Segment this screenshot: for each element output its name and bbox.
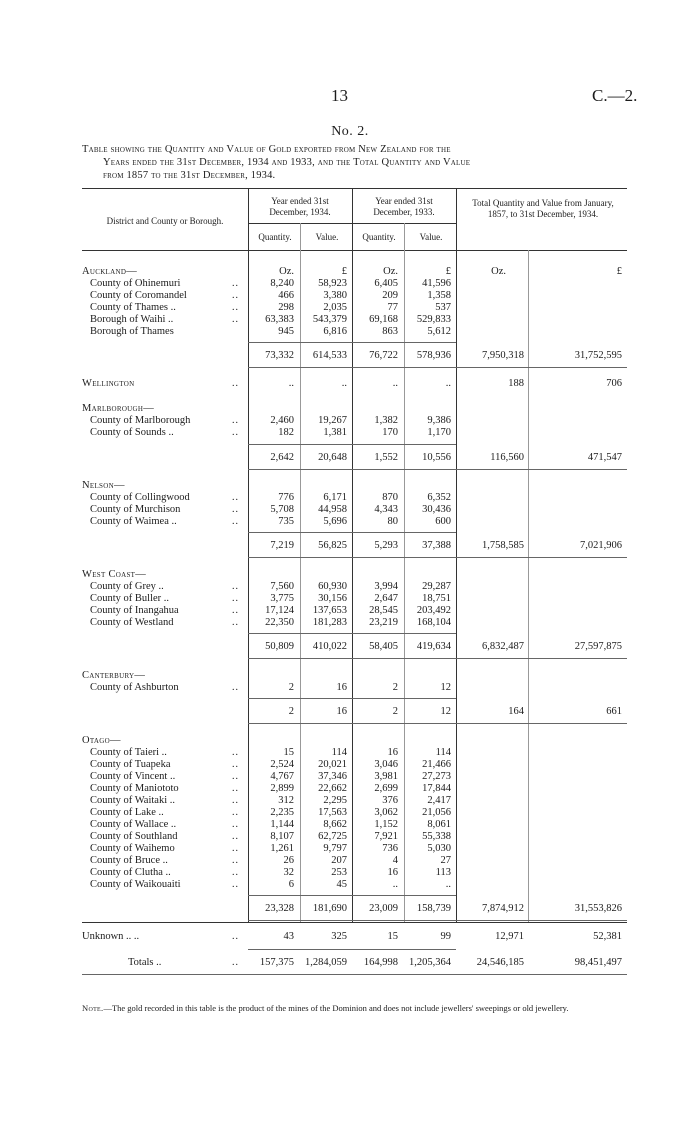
subtotal-bottom-rule	[248, 367, 627, 368]
county-label: County of Waikouaiti	[90, 879, 181, 890]
county-label: County of Coromandel	[90, 290, 187, 301]
cell-q34: 7,560	[270, 581, 294, 592]
cell-v33: 21,056	[422, 807, 451, 818]
cell-v33: 419,634	[416, 641, 451, 652]
cell-tv: 7,021,906	[580, 540, 622, 551]
subtotal-rule	[248, 532, 456, 533]
cell-q33: 3,062	[374, 807, 398, 818]
cell-q33: 23,219	[369, 617, 398, 628]
cell-v33: 2,417	[427, 795, 451, 806]
cell-tq: 7,874,912	[482, 903, 524, 914]
cell-v33: 203,492	[416, 605, 451, 616]
cell-q33: ..	[392, 879, 398, 890]
cell-v33: 1,358	[427, 290, 451, 301]
page-number: 13	[331, 86, 348, 105]
leader-dots: ..	[232, 427, 239, 438]
cell-v33: 27	[440, 855, 451, 866]
cell-q34: 23,328	[265, 903, 294, 914]
cell-v33: 41,596	[422, 278, 451, 289]
cell-q33: 58,405	[369, 641, 398, 652]
cell-v34: 58,923	[318, 278, 347, 289]
subtotal-rule	[248, 444, 456, 445]
cell-q34: 26	[283, 855, 294, 866]
cell-tq: 24,546,185	[476, 957, 524, 968]
cell-v33: 5,612	[427, 326, 451, 337]
cell-q33: 2	[392, 682, 398, 693]
cell-v33: 37,388	[422, 540, 451, 551]
cell-q33: 3,994	[374, 581, 398, 592]
cell-q33: 28,545	[369, 605, 398, 616]
cell-q34: 8,107	[270, 831, 294, 842]
cell-q34: 5,708	[270, 504, 294, 515]
unit-oz: Oz.	[491, 266, 506, 277]
cell-q34: 312	[278, 795, 294, 806]
district-label: Auckland—	[82, 266, 138, 277]
cell-v33: 1,205,364	[409, 957, 451, 968]
cell-tq: 6,832,487	[482, 641, 524, 652]
cell-q33: 170	[382, 427, 398, 438]
cell-tv: 27,597,875	[574, 641, 622, 652]
cell-v33: 18,751	[422, 593, 451, 604]
subtotal-rule	[248, 895, 456, 896]
cell-q33: 2	[392, 706, 398, 717]
cell-q33: 4	[392, 855, 398, 866]
county-label: County of Ohinemuri	[90, 278, 181, 289]
cell-v33: 158,739	[416, 903, 451, 914]
cell-tv: 98,451,497	[574, 957, 622, 968]
cell-v33: 1,170	[427, 427, 451, 438]
leader-dots: ..	[232, 290, 239, 301]
county-label: County of Buller ..	[90, 593, 170, 604]
cell-q34: 466	[278, 290, 294, 301]
column-header-quantity: Quantity.	[362, 232, 396, 242]
county-label: County of Southland	[90, 831, 178, 842]
cell-q34: 43	[283, 931, 294, 942]
table-number: No. 2.	[331, 124, 369, 139]
leader-dots: ..	[232, 504, 239, 515]
district-line-label: Wellington	[82, 378, 135, 389]
subtotal-rule	[248, 633, 456, 634]
unit-oz: Oz.	[279, 266, 294, 277]
cell-q34: 15	[283, 747, 294, 758]
cell-v34: 9,797	[323, 843, 347, 854]
subtotal-rule	[248, 342, 456, 343]
cell-q33: 164,998	[363, 957, 398, 968]
leader-dots: ..	[232, 783, 239, 794]
subtotal-rule	[248, 698, 456, 699]
cell-v34: 56,825	[318, 540, 347, 551]
cell-v34: 207	[331, 855, 347, 866]
caption-line: from 1857 to the 31st December, 1934.	[103, 170, 276, 181]
cell-q34: 50,809	[265, 641, 294, 652]
cell-q34: 1,261	[270, 843, 294, 854]
cell-v34: 543,379	[312, 314, 347, 325]
cell-v33: 114	[435, 747, 451, 758]
cell-q34: 945	[278, 326, 294, 337]
cell-q34: 73,332	[265, 350, 294, 361]
unit-pound: £	[616, 266, 622, 277]
cell-q33: 69,168	[369, 314, 398, 325]
cell-q33: 1,382	[374, 415, 398, 426]
cell-v33: 168,104	[416, 617, 451, 628]
cell-q34: 157,375	[259, 957, 294, 968]
district-label: West Coast—	[82, 569, 147, 580]
cell-v34: 44,958	[318, 504, 347, 515]
cell-v34: 6,171	[323, 492, 347, 503]
cell-v34: 181,283	[312, 617, 347, 628]
table-top-rule	[82, 188, 627, 189]
cell-q34: 7,219	[270, 540, 294, 551]
county-label: Borough of Thames	[90, 326, 174, 337]
cell-q34: 32	[283, 867, 294, 878]
column-header-1934: Year ended 31st December, 1934.	[269, 196, 331, 217]
cell-v34: 16	[336, 682, 347, 693]
unit-pound: £	[341, 266, 347, 277]
leader-dots: ..	[232, 771, 239, 782]
county-label: County of Marlborough	[90, 415, 191, 426]
cell-tq: 1,758,585	[482, 540, 524, 551]
column-separator	[456, 188, 457, 923]
column-header-1933: Year ended 31st December, 1933.	[373, 196, 435, 217]
cell-tv: 52,381	[593, 931, 622, 942]
cell-v34: 20,021	[318, 759, 347, 770]
cell-q34: 298	[278, 302, 294, 313]
cell-v34: 137,653	[312, 605, 347, 616]
cell-v33: 600	[435, 516, 451, 527]
county-label: County of Waitaki ..	[90, 795, 175, 806]
cell-v33: 10,556	[422, 452, 451, 463]
cell-v34: 325	[331, 931, 347, 942]
cell-v33: 99	[440, 931, 451, 942]
leader-dots: ..	[232, 867, 239, 878]
district-label: Canterbury—	[82, 670, 146, 681]
county-label: County of Tuapeka	[90, 759, 171, 770]
leader-dots: ..	[232, 581, 239, 592]
cell-v33: 29,287	[422, 581, 451, 592]
cell-q34: 4,767	[270, 771, 294, 782]
leader-dots: ..	[232, 415, 239, 426]
column-separator-minor	[300, 223, 301, 923]
cell-v34: 5,696	[323, 516, 347, 527]
cell-q33: 23,009	[369, 903, 398, 914]
county-label: County of Waimea ..	[90, 516, 177, 527]
leader-dots: ..	[232, 931, 239, 942]
subtotal-bottom-rule	[82, 974, 627, 975]
cell-v34: ..	[341, 378, 347, 389]
cell-v34: 17,563	[318, 807, 347, 818]
unknown-label: Unknown .. ..	[82, 931, 140, 942]
cell-q34: 2	[288, 682, 294, 693]
column-header-value: Value.	[419, 232, 443, 242]
leader-dots: ..	[232, 378, 239, 389]
caption-line: Table showing the Quantity and Value of Gold exported from New Zealand for the	[82, 144, 451, 155]
cell-v34: 2,295	[323, 795, 347, 806]
cell-q33: 1,152	[374, 819, 398, 830]
county-label: County of Collingwood	[90, 492, 190, 503]
cell-v34: 1,284,059	[305, 957, 347, 968]
cell-q34: 22,350	[265, 617, 294, 628]
subtotal-bottom-rule	[248, 469, 627, 470]
cell-q34: 182	[278, 427, 294, 438]
cell-q33: 16	[387, 867, 398, 878]
document-code: C.—2.	[592, 86, 638, 105]
county-label: County of Taieri ..	[90, 747, 167, 758]
cell-q33: 1,552	[374, 452, 398, 463]
cell-tv: 31,553,826	[574, 903, 622, 914]
cell-v33: 12	[440, 682, 451, 693]
cell-q33: 209	[382, 290, 398, 301]
cell-v33: 537	[435, 302, 451, 313]
district-label: Otago—	[82, 735, 121, 746]
county-label: County of Maniototo	[90, 783, 179, 794]
note-lead: Note.	[82, 1003, 104, 1013]
caption-line: Years ended the 31st December, 1934 and 1933, and the Total Quantity and Value	[103, 157, 471, 168]
cell-q34: 2,460	[270, 415, 294, 426]
cell-v33: 27,273	[422, 771, 451, 782]
leader-dots: ..	[232, 682, 239, 693]
cell-v34: 1,381	[323, 427, 347, 438]
cell-q33: 376	[382, 795, 398, 806]
cell-q34: 2,524	[270, 759, 294, 770]
leader-dots: ..	[232, 843, 239, 854]
subtotal-bottom-rule	[248, 658, 627, 659]
cell-q33: 6,405	[374, 278, 398, 289]
cell-v34: 614,533	[312, 350, 347, 361]
header-bottom-rule	[82, 250, 627, 251]
county-label: County of Sounds ..	[90, 427, 174, 438]
column-header-district: District and County or Borough.	[106, 216, 224, 226]
leader-dots: ..	[232, 957, 239, 968]
subtotal-bottom-rule	[248, 723, 627, 724]
leader-dots: ..	[232, 617, 239, 628]
cell-q34: 6	[288, 879, 294, 890]
county-label: County of Clutha ..	[90, 867, 171, 878]
cell-v33: 12	[440, 706, 451, 717]
county-label: County of Inangahua	[90, 605, 179, 616]
leader-dots: ..	[232, 516, 239, 527]
leader-dots: ..	[232, 855, 239, 866]
cell-v34: 30,156	[318, 593, 347, 604]
cell-tq: 116,560	[490, 452, 524, 463]
county-label: County of Thames ..	[90, 302, 176, 313]
cell-q33: 736	[382, 843, 398, 854]
cell-v34: 253	[331, 867, 347, 878]
cell-q34: 17,124	[265, 605, 294, 616]
district-label: Nelson—	[82, 480, 125, 491]
column-separator-minor	[404, 223, 405, 923]
cell-q33: ..	[392, 378, 398, 389]
column-header-quantity: Quantity.	[258, 232, 292, 242]
cell-q34: 63,383	[265, 314, 294, 325]
table-note	[82, 1003, 627, 1014]
cell-v33: 30,436	[422, 504, 451, 515]
column-header-value: Value.	[315, 232, 339, 242]
column-header-total: Total Quantity and Value from January, 1857, to 31st December, 1934.	[472, 198, 614, 219]
county-label: County of Bruce ..	[90, 855, 168, 866]
district-label: Marlborough—	[82, 403, 155, 414]
cell-q34: 776	[278, 492, 294, 503]
leader-dots: ..	[232, 831, 239, 842]
cell-q33: 5,293	[374, 540, 398, 551]
county-label: County of Westland	[90, 617, 174, 628]
cell-v34: 62,725	[318, 831, 347, 842]
cell-q33: 2,647	[374, 593, 398, 604]
cell-q33: 15	[387, 931, 398, 942]
cell-q34: 2,899	[270, 783, 294, 794]
cell-q33: 7,921	[374, 831, 398, 842]
cell-v34: 3,380	[323, 290, 347, 301]
leader-dots: ..	[232, 278, 239, 289]
cell-q33: 2,699	[374, 783, 398, 794]
cell-tq: 12,971	[495, 931, 524, 942]
cell-v34: 20,648	[318, 452, 347, 463]
cell-v33: 8,061	[427, 819, 451, 830]
county-label: County of Vincent ..	[90, 771, 176, 782]
cell-v34: 60,930	[318, 581, 347, 592]
cell-q33: 77	[387, 302, 398, 313]
cell-q33: 870	[382, 492, 398, 503]
subtotal-bottom-rule	[248, 557, 627, 558]
cell-q34: 2	[288, 706, 294, 717]
cell-v34: 6,816	[323, 326, 347, 337]
county-label: County of Grey ..	[90, 581, 164, 592]
cell-v34: 22,662	[318, 783, 347, 794]
unit-oz: Oz.	[383, 266, 398, 277]
cell-q33: 80	[387, 516, 398, 527]
leader-dots: ..	[232, 747, 239, 758]
column-separator-minor	[528, 250, 529, 923]
leader-dots: ..	[232, 314, 239, 325]
cell-tq: 7,950,318	[482, 350, 524, 361]
table-bottom-rule	[82, 922, 627, 923]
county-label: County of Ashburton	[90, 682, 179, 693]
cell-tq: 164	[508, 706, 524, 717]
cell-v33: 55,338	[422, 831, 451, 842]
note-text: —The gold recorded in this table is the product of the mines of the Dominion and does not include jewellers' sweepings or old jewellery.	[103, 1003, 569, 1013]
county-label: Borough of Waihi ..	[90, 314, 174, 325]
leader-dots: ..	[232, 819, 239, 830]
cell-v33: 21,466	[422, 759, 451, 770]
cell-q33: 76,722	[369, 350, 398, 361]
subtotal-rule	[248, 949, 456, 950]
cell-v33: 578,936	[416, 350, 451, 361]
cell-q34: 2,235	[270, 807, 294, 818]
leader-dots: ..	[232, 302, 239, 313]
leader-dots: ..	[232, 879, 239, 890]
cell-v33: 9,386	[427, 415, 451, 426]
cell-q33: 863	[382, 326, 398, 337]
cell-v34: 16	[336, 706, 347, 717]
cell-tv: 706	[606, 378, 622, 389]
cell-q33: 3,981	[374, 771, 398, 782]
cell-v34: 181,690	[312, 903, 347, 914]
cell-q33: 4,343	[374, 504, 398, 515]
leader-dots: ..	[232, 759, 239, 770]
cell-q34: 1,144	[270, 819, 294, 830]
column-separator	[248, 188, 249, 923]
totals-label: Totals ..	[128, 957, 162, 968]
cell-tv: 31,752,595	[574, 350, 622, 361]
cell-v34: 8,662	[323, 819, 347, 830]
county-label: County of Waihemo	[90, 843, 175, 854]
cell-v34: 114	[331, 747, 347, 758]
county-label: County of Lake ..	[90, 807, 164, 818]
cell-q33: 16	[387, 747, 398, 758]
cell-v33: 6,352	[427, 492, 451, 503]
cell-v33: 5,030	[427, 843, 451, 854]
county-label: County of Murchison	[90, 504, 181, 515]
cell-v34: 19,267	[318, 415, 347, 426]
cell-tq: 188	[508, 378, 524, 389]
cell-q33: 3,046	[374, 759, 398, 770]
cell-v34: 2,035	[323, 302, 347, 313]
leader-dots: ..	[232, 593, 239, 604]
cell-v33: 113	[435, 867, 451, 878]
county-label: County of Wallace ..	[90, 819, 177, 830]
cell-v33: ..	[445, 879, 451, 890]
cell-q34: 2,642	[270, 452, 294, 463]
subtotal-bottom-rule	[248, 920, 627, 921]
cell-v34: 37,346	[318, 771, 347, 782]
leader-dots: ..	[232, 795, 239, 806]
leader-dots: ..	[232, 807, 239, 818]
cell-q34: ..	[288, 378, 294, 389]
cell-tv: 661	[606, 706, 622, 717]
cell-v34: 45	[336, 879, 347, 890]
cell-q34: 8,240	[270, 278, 294, 289]
leader-dots: ..	[232, 492, 239, 503]
cell-v33: ..	[445, 378, 451, 389]
cell-q34: 3,775	[270, 593, 294, 604]
cell-tv: 471,547	[587, 452, 622, 463]
table-caption	[82, 143, 627, 182]
cell-q34: 735	[278, 516, 294, 527]
leader-dots: ..	[232, 605, 239, 616]
column-separator	[352, 188, 353, 923]
cell-v33: 17,844	[422, 783, 451, 794]
cell-v34: 410,022	[312, 641, 347, 652]
cell-v33: 529,833	[416, 314, 451, 325]
unit-pound: £	[445, 266, 451, 277]
